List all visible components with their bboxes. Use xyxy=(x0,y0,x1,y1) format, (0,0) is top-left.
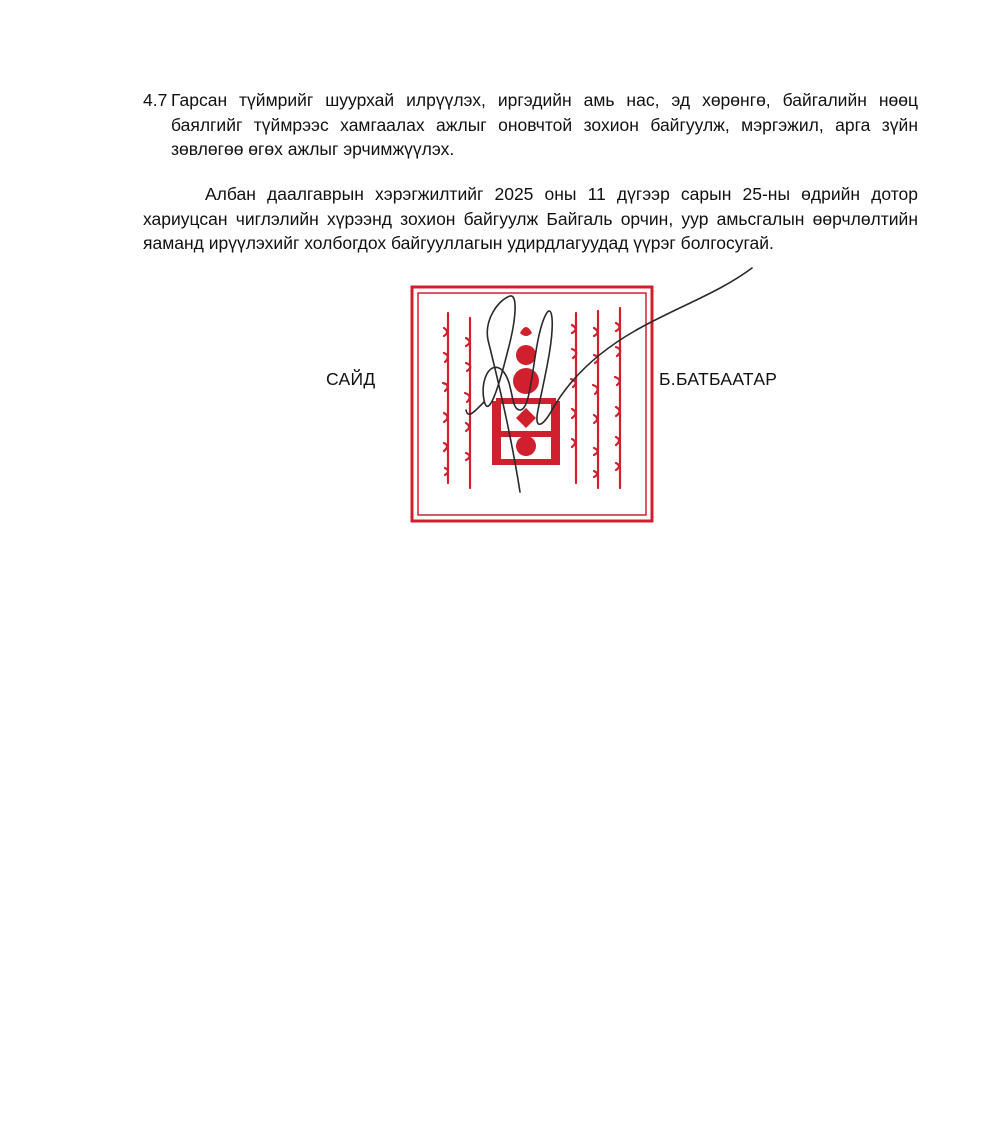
handwritten-signature xyxy=(380,260,760,520)
signatory-name: Б.БАТБААТАР xyxy=(659,369,778,389)
list-item-4-7 xyxy=(143,88,918,162)
signatory-title: САЙД xyxy=(326,369,376,389)
closing-paragraph: Албан даалгаврын хэрэгжилтийг 2025 оны 11 дүгээр сарын 25-ны өдрийн дотор хариуцсан чиглэлийн хүрээнд зохион байгуулж Байгаль орчин, уур амьсгалын өөрчлөлтийн яаманд ирүүлэхийг холбогдох байгууллагын удирдлагуудад үүрэг болгосугай. xyxy=(143,184,918,253)
item-text: Гарсан түймрийг шуурхай илрүүлэх, иргэдийн амь нас, эд хөрөнгө, байгалийн нөөц баялгийг түймрээс хамгаалах ажлыг оновчтой зохион байгуулж, мэргэжил, арга зүйн зөвлөгөө өгөх ажлыг эрчимжүүлэх. xyxy=(171,90,918,159)
item-number: 4.7 xyxy=(143,90,168,110)
